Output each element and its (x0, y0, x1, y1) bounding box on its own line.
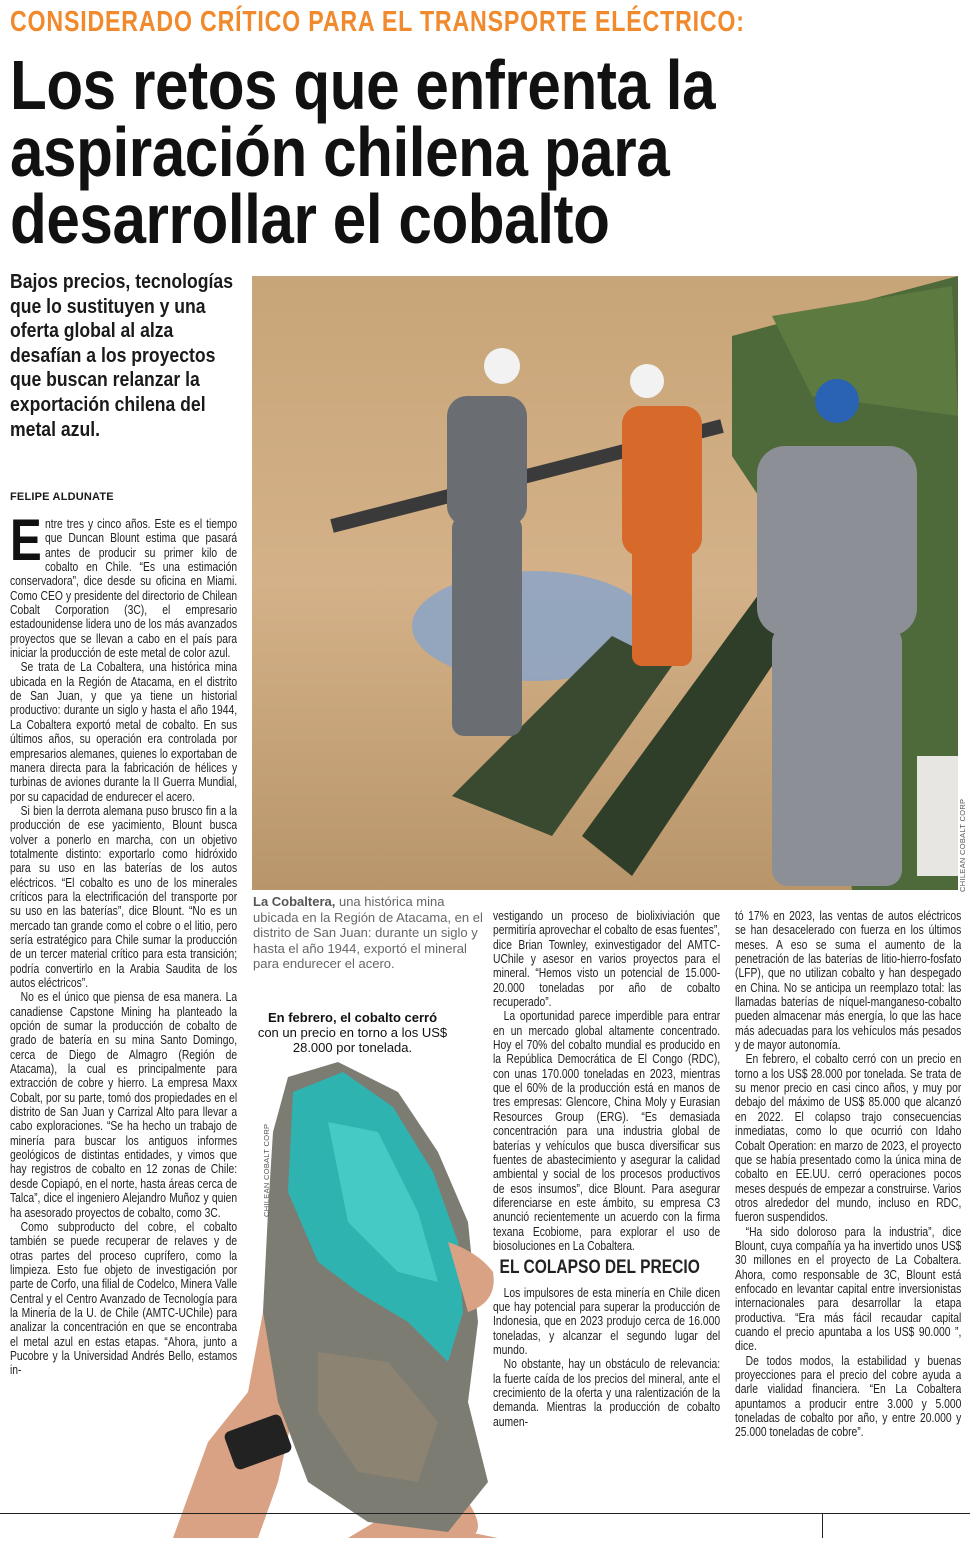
photo-credit: CHILEAN COBALT CORP (958, 798, 967, 892)
paragraph: Como subproducto del cobre, el cobalto también se puede recuperar de relaves y de otras partes del proceso cuprífero, como la limpieza. Esto fue objeto de investigación por parte de Corfo, una filial de Codelco, Minera Valle Central y el Centro Avanzado de Tecnología para la Minería de la U. de Chile (AMTC-UChile) para analizar la concentración en que se encontraba el metal azul en estas etapas. “Ahora, junto a Pucobre y la Universidad Andrés Bello, estamos in- (10, 1219, 237, 1378)
hand-holding-cobalt-rock (168, 1062, 498, 1538)
pull-quote-lead: En febrero, el cobalto cerró (267, 1010, 438, 1025)
paragraph: tó 17% en 2023, las ventas de autos eléctricos se han desacelerado con fuerza en los últimos meses. A eso se suma el aumento de la penetración de las baterías de litio-hierro-fosfato (LFP), que no utilizan cobalto y han despegado en China. No se anticipa un reemplazo total: las llamadas baterías de níquel-manganeso-cobalto pueden almacenar más energía, lo que las hace más adecuadas para los vehículos más pesados y de mayor autonomía. (735, 909, 961, 1053)
pull-quote-text: con un precio en torno a los US$ 28.000 por tonelada. (257, 1025, 448, 1055)
paragraph: Se trata de La Cobaltera, una histórica mina ubicada en la Región de Atacama, en el distrito de San Juan, y que ya tiene un historial productivo: durante un siglo y hasta el año 1944, La Cobaltera exportó metal de cobalto. En sus últimos años, su operación era controlada por empresarios alemanes, quienes lo exportaban de manera directa para la fabricación de hélices y turbinas de aviones durante la II Guerra Mundial, por su capacidad de endurecer el acero. (10, 660, 237, 804)
headline (10, 46, 716, 258)
paragraph: Los impulsores de esta minería en Chile dicen que hay potencial para superar la producción de Indonesia, que en 2023 produjo cerca de 16.000 toneladas, y alcanzar el segundo lugar del mundo. (493, 1285, 720, 1357)
kicker: CONSIDERADO CRÍTICO PARA EL TRANSPORTE ELÉCTRICO: (10, 6, 745, 38)
deck (10, 270, 238, 442)
paragraph: De todos modos, la estabilidad y buenas proyecciones para el precio del cobre ayuda a darle vialidad financiera. “En La Cobaltera apuntamos a producir entre 3.000 y 5.000 toneladas de cobalto por año, y entre 20.000 y 25.000 toneladas de cobre”. (735, 1353, 961, 1440)
pull-quote (250, 1010, 455, 1055)
mine-workers-illustration (252, 276, 958, 890)
main-photo (252, 276, 958, 890)
caption-lead: La Cobaltera, (253, 894, 336, 909)
paragraph: No obstante, hay un obstáculo de relevancia: la fuerte caída de los precios del mineral, ante el crecimiento de la oferta y una ralentización de la demanda. Mientras la producción de cobalto aumen- (493, 1357, 720, 1429)
paragraph: La oportunidad parece imperdible para entrar en un mercado global altamente concentrado. Hoy el 70% del cobalto mundial es producido en la República Democrática de El Congo (RDC), con unas 170.000 toneladas en 2023, mientras que el 60% de la producción está en manos de tres empresas: Glencore, China Moly y Eurasian Resources Group (ERG). “Es demasiada concentración para una industria global de baterías y vehículos que busca diversificar sus fuentes de abastecimiento y asegurar la calidad ambiental y social de los procesos productivos de esos insumos”, dice Blount. Para asegurar diferenciarse en este ámbito, su empresa C3 anunció recientemente un acuerdo con la firma texana Ecobiome, para explorar el uso de biosoluciones en La Cobaltera. (493, 1009, 720, 1253)
caption-text: una histórica mina ubicada en la Región de Atacama, en el distrito de San Juan: durante un siglo y hasta el año 1944, exportó el mineral para endurecer el acero. (253, 894, 483, 971)
byline: FELIPE ALDUNATE (10, 491, 114, 503)
deck-text: Bajos precios, tecnologías que lo sustituyen y una oferta global al alza desafían a los proyectos que buscan relanzar la exportación chilena del metal azul. (10, 271, 234, 441)
paragraph: “Ha sido doloroso para la industria”, dice Blount, cuya compañía ya ha invertido unos US$ 30 millones en el proyecto de La Cobaltera. Ahora, como responsable de 3C, Blount está enfocado en levantar capital entre inversionistas internacionales para desarrollar la etapa productiva. “Era más fácil recaudar capital cuando el precio apuntaba a los US$ 90.000 ”, dice. (735, 1224, 961, 1354)
headline-line: Los retos que enfrenta la (10, 46, 716, 124)
bottom-rule (0, 1513, 970, 1514)
article-column-4 (735, 909, 961, 1479)
rock-photo-credit: CHILEAN COBALT CORP (262, 1123, 271, 1217)
paragraph: En febrero, el cobalto cerró con un precio en torno a los US$ 28.000 por tonelada. Se trata de su menor precio en casi cinco años, y muy por debajo del máximo de US$ 85.000 que alcanzó en 2022. El colapso trajo consecuencias inmediatas, como lo que ocurrió con Idaho Cobalt Operation: en marzo de 2023, el proyecto que se había presentado como la única mina de cobalto en EE.UU. cerró operaciones pocos meses después de empezar a construirse. Varios otros alrededor del mundo, incluso en RDC, fueron suspendidos. (735, 1052, 961, 1225)
paragraph: Entre tres y cinco años. Este es el tiempo que Duncan Blount estima que pasará antes de producir su primer kilo de cobalto en Chile. “Es una estimación conservadora”, dice desde su oficina en Miami. Como CEO y presidente del directorio de Chilean Cobalt Corporation (3C), el empresario estadounidense lidera uno de los más avanzados proyectos que se llevan a cabo en el país para iniciar la producción de este metal de color azul. (10, 517, 237, 661)
photo-caption (253, 894, 493, 972)
headline-line: desarrollar el cobalto (10, 180, 610, 258)
paragraph: vestigando un proceso de biolixiviación que permitiría aprovechar el cobalto de esas fuentes”, dice Brian Townley, exinvestigador del AMTC-UChile y asesor en varios proyectos para el mineral. “Hemos visto un potencial de 15.000-20.000 toneladas por año de cobalto recuperado”. (493, 909, 720, 1010)
section-subhead: EL COLAPSO DEL PRECIO (499, 1257, 700, 1279)
article-column-3 (493, 909, 720, 1479)
column-divider (822, 1513, 823, 1538)
paragraph: No es el único que piensa de esa manera. La canadiense Capstone Mining ha planteado la opción de sumar la producción de cobalto de grado de batería en su mina Santo Domingo, cerca de Diego de Almagro (Región de Atacama), la cual es principalmente para extracción de cobre y hierro. La empresa Maxx Cobalt, por su parte, tomó dos propiedades en el distrito de San Juan y Carrizal Alto para llevar a cabo exploraciones. “Se ha hecho un trabajo de minería para buscar los antiguos informes geológicos de distintas entidades, y vimos que hay registros de cobalto en 12 zonas de Chile: desde Copiapó, en el norte, hasta áreas cerca de Talca”, dice el ingeniero Alejandro Muñoz y quien ha asesorado proyectos de cobalto, como 3C. (10, 990, 237, 1220)
headline-line: aspiración chilena para (10, 113, 670, 191)
cobalt-rock-photo (168, 1062, 498, 1538)
drop-cap: E (10, 517, 42, 573)
paragraph: Si bien la derrota alemana puso brusco fin a la producción de ese yacimiento, Blount busca volver a ponerlo en marcha, con un objetivo totalmente distinto: exportarlo como hidróxido para su uso en las baterías de los autos eléctricos. “El cobalto es uno de los minerales críticos para la electrificación del transporte por su uso en las baterías”, dice Blount. “No es un mercado tan grande como el cobre o el litio, pero sería estratégico para Chile sumar la producción de un tercer material crítico para esta transición; podría convertirlo en la Arabia Saudita de los autos eléctricos”. (10, 803, 237, 990)
